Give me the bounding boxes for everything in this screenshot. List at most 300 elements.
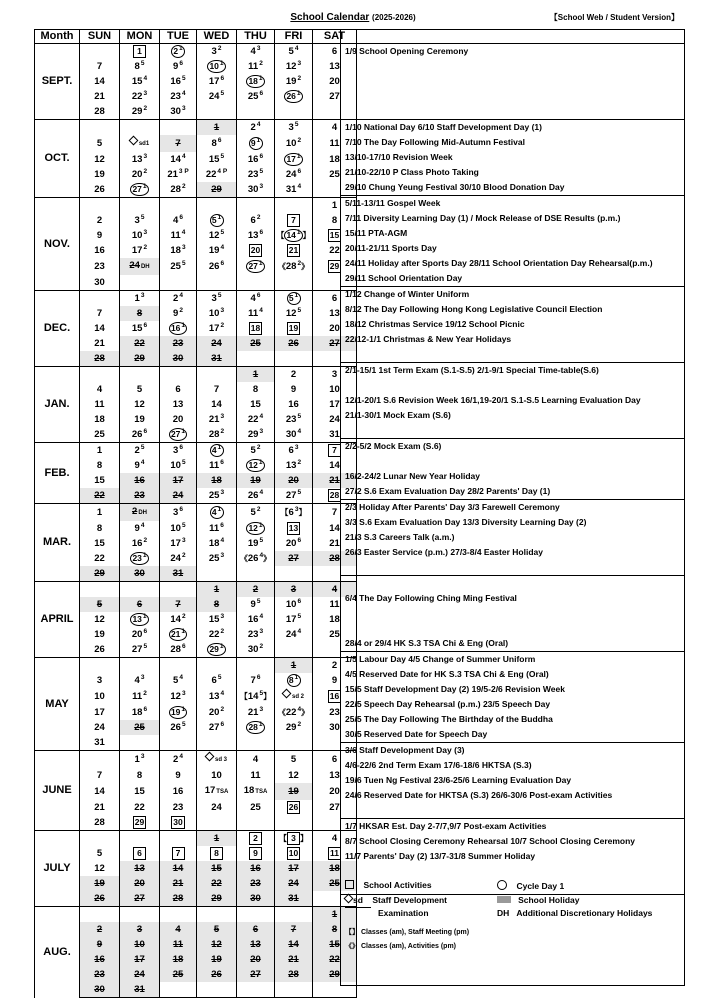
event-text [341, 104, 685, 120]
cycle-number: 6 [220, 522, 224, 529]
day-cell [160, 768, 197, 783]
day-number: 11 [209, 460, 220, 471]
exam-underline-icon [345, 906, 371, 908]
day-number: 7 [175, 138, 181, 149]
day-cell [160, 412, 197, 427]
day-number: 12 [208, 230, 220, 241]
event-row [341, 393, 685, 408]
event-row [341, 773, 685, 788]
event-text: 4/6-22/6 2nd Term Exam 17/6-18/6 HKTSA (S.3) [341, 758, 685, 773]
legend-sd-symbol: sd [353, 895, 363, 905]
day-cell [160, 551, 197, 566]
day-number: 5 [250, 445, 256, 456]
day-number: 25 [247, 91, 259, 102]
day-cell [160, 658, 197, 674]
month-label: JAN. [35, 367, 80, 443]
day-number: 17 [131, 245, 143, 256]
cycle-number: 5 [181, 721, 186, 728]
calendar-week-row [35, 336, 357, 351]
cycle-number: 4 [143, 75, 148, 82]
cycle-number: 6 [297, 168, 302, 175]
calendar-week-row [35, 89, 357, 104]
event-row [341, 256, 685, 271]
day-number: 26 [247, 553, 259, 564]
day-cell [120, 582, 160, 598]
cycle-number: 1 [142, 613, 147, 620]
cycle-number: 5 [220, 229, 225, 236]
day-cell [237, 536, 275, 551]
day-number: 3 [173, 507, 179, 518]
day-cell [237, 291, 275, 307]
day-cell [197, 597, 237, 612]
day-cell [275, 673, 313, 688]
day-number: 19 [211, 954, 222, 965]
cycle-number: 2 [297, 75, 302, 82]
day-number: 1 [137, 46, 142, 56]
cycle-number: 4 [259, 489, 264, 496]
cycle-number: 6 [181, 643, 186, 650]
calendar-week-row [35, 351, 357, 367]
day-cell [80, 243, 120, 258]
day-number: 16 [247, 154, 259, 165]
day-cell [237, 612, 275, 627]
day-cell [275, 627, 313, 642]
day-cell [275, 891, 313, 907]
day-number: 15 [94, 538, 105, 549]
day-cell [80, 412, 120, 427]
cycle-number: 5 [297, 489, 302, 496]
day-cell [237, 688, 275, 705]
calendar-week-row [35, 213, 357, 228]
day-number: 25 [172, 969, 184, 980]
cycle-number: 6 [143, 322, 148, 329]
day-cell [237, 582, 275, 598]
day-cell [237, 891, 275, 907]
day-cell [197, 59, 237, 74]
day-number: 11 [248, 61, 259, 72]
day-number: 11 [329, 599, 340, 610]
day-cell [120, 536, 160, 551]
cycle-number: 1 [296, 90, 301, 97]
day-cell [120, 412, 160, 427]
cycle-day-marker [171, 45, 185, 58]
day-number: 8 [288, 675, 294, 685]
day-cell [80, 351, 120, 367]
day-cell [160, 952, 197, 967]
cycle-number: 3 [181, 105, 186, 112]
day-cell [197, 952, 237, 967]
day-cell [160, 336, 197, 351]
day-cell [237, 861, 275, 876]
day-cell [160, 443, 197, 459]
day-number: 30 [94, 984, 105, 995]
day-number: 5 [213, 924, 220, 935]
day-number: 16 [329, 691, 340, 701]
day-number: 28 [172, 893, 184, 904]
day-tag: DH [140, 264, 150, 270]
day-cell [80, 275, 120, 291]
day-number: 14 [94, 323, 105, 334]
day-number: 17 [329, 399, 340, 410]
activity-box [133, 45, 146, 58]
day-number: 2 [252, 584, 259, 595]
day-cell [275, 167, 313, 182]
day-number: 14 [329, 523, 340, 534]
day-tag: TSA [216, 789, 229, 795]
cycle-day-marker [246, 721, 264, 734]
cycle-day-marker [130, 183, 148, 196]
day-cell [197, 397, 237, 412]
day-cell [197, 521, 237, 536]
day-number: 19 [247, 538, 259, 549]
cycle-number: 2 [256, 506, 261, 513]
cycle-number: 6 [179, 506, 183, 513]
day-number: 18 [94, 414, 105, 425]
diamond-icon [128, 136, 138, 146]
cycle-number: 1 [294, 292, 299, 299]
day-cell [237, 922, 275, 937]
day-cell [197, 612, 237, 627]
day-number: 12 [288, 770, 299, 781]
day-cell [160, 536, 197, 551]
cycle-day-marker [246, 75, 264, 88]
calendar-week-row [35, 952, 357, 967]
cycle-number: 2 [259, 60, 263, 67]
day-number: 10 [170, 460, 181, 471]
calendar-week-row [35, 846, 357, 861]
event-row [341, 74, 685, 89]
day-number: 21 [247, 707, 259, 718]
day-number: 24 [285, 169, 297, 180]
staff-meeting-marker [281, 507, 307, 518]
day-cell [197, 720, 237, 735]
cycle-number: 3 [143, 229, 148, 236]
day-number: 28 [170, 644, 181, 655]
cycle-number: 2 [297, 137, 302, 144]
day-cell [237, 427, 275, 443]
day-tag: TSA [255, 789, 268, 795]
day-cell [80, 521, 120, 536]
event-text [341, 864, 685, 879]
day-cell [237, 831, 275, 847]
event-text: 30/5 Reserved Date for Speech Day [341, 727, 685, 743]
day-cell [80, 104, 120, 120]
cycle-number: 5 [181, 260, 186, 267]
day-cell [160, 720, 197, 735]
day-number: 6 [252, 924, 259, 935]
event-row [341, 165, 685, 180]
calendar-week-row [35, 412, 357, 427]
day-cell [80, 937, 120, 952]
cycle-number: 4 [259, 413, 264, 420]
day-cell [80, 673, 120, 688]
day-cell [197, 258, 237, 275]
day-cell [275, 846, 313, 861]
day-number: 4 [175, 924, 181, 935]
day-cell [160, 182, 197, 198]
day-cell [120, 182, 160, 198]
day-number: 9 [173, 308, 179, 319]
day-number: 6 [175, 384, 181, 395]
calendar-week-row [35, 597, 357, 612]
day-cell [80, 258, 120, 275]
event-text [341, 606, 685, 621]
day-cell [160, 167, 197, 182]
cycle-number: 6 [259, 153, 264, 160]
day-cell [197, 783, 237, 800]
day-number: 22 [285, 707, 297, 718]
day-number: 29 [211, 893, 222, 904]
day-number: 25 [329, 878, 340, 889]
activity-box [171, 816, 184, 829]
day-cell [275, 458, 313, 473]
day-number: 4 [331, 833, 338, 844]
day-number: 12 [285, 308, 297, 319]
day-number: 24 [329, 414, 340, 425]
day-cell [80, 551, 120, 566]
day-number: 14 [172, 863, 184, 874]
cycle-number: 1 [181, 706, 186, 713]
day-cell [197, 473, 237, 488]
event-text: 5/11-13/11 Gospel Week [341, 196, 685, 212]
day-cell [237, 74, 275, 89]
day-number: 12 [248, 460, 258, 470]
day-number: 10 [134, 939, 145, 950]
day-number: 20 [172, 414, 184, 425]
day-cell [80, 321, 120, 336]
day-cell [237, 135, 275, 152]
event-text: 27/2 S.6 Exam Evaluation Day 28/2 Parents' Day (1) [341, 484, 685, 500]
day-number: 27 [248, 261, 258, 271]
day-cell [275, 228, 313, 243]
day-number: 14 [94, 76, 105, 87]
day-number: 4 [250, 293, 256, 304]
day-cell [197, 536, 237, 551]
day-number: 19 [285, 76, 297, 87]
day-number: 20 [131, 629, 143, 640]
activity-box [210, 847, 223, 860]
day-cell [80, 89, 120, 104]
day-number: 26 [94, 893, 105, 904]
day-cell [275, 336, 313, 351]
cycle-day-marker [246, 260, 264, 273]
calendar-week-row [35, 907, 357, 923]
day-cell [275, 135, 313, 152]
day-cell [80, 473, 120, 488]
diamond-icon [282, 689, 292, 699]
day-number: 3 [291, 833, 296, 843]
day-cell [197, 815, 237, 831]
cycle-number: 3 [181, 690, 186, 697]
day-cell [160, 488, 197, 504]
day-number: 14 [170, 614, 181, 625]
day-cell [197, 275, 237, 291]
day-number: 7 [250, 675, 256, 686]
calendar-week-row [35, 937, 357, 952]
month-label: OCT. [35, 120, 80, 198]
day-cell [160, 800, 197, 815]
day-cell [80, 74, 120, 89]
day-number: 18 [329, 154, 340, 165]
day-number: 20 [134, 878, 145, 889]
day-cell [237, 213, 275, 228]
day-number: 13 [131, 154, 143, 165]
calendar-week-row [35, 922, 357, 937]
cycle-number: 3 [259, 183, 264, 190]
day-cell [160, 907, 197, 923]
day-cell [197, 846, 237, 861]
day-number: 19 [94, 169, 105, 180]
cycle-number: 5 [181, 75, 186, 82]
day-number: 25 [94, 429, 105, 440]
day-number: 29 [285, 722, 297, 733]
day-number: 16 [170, 323, 181, 333]
day-cell [237, 642, 275, 658]
month-label: NOV. [35, 198, 80, 291]
day-number: 22 [329, 954, 340, 965]
day-number: 14 [247, 691, 259, 702]
calendar-week-row [35, 521, 357, 536]
day-cell [197, 582, 237, 598]
event-row [341, 302, 685, 317]
cycle-number: 2 [220, 428, 225, 435]
event-text: 29/11 School Orientation Day [341, 271, 685, 287]
event-text: 21/1-30/1 Mock Exam (S.6) [341, 408, 685, 423]
day-cell [120, 152, 160, 167]
event-text: 28/4 or 29/4 HK S.3 TSA Chi & Eng (Oral) [341, 636, 685, 652]
calendar-week-row [35, 891, 357, 907]
event-text: 8/12 The Day Following Hong Kong Legislative Council Election [341, 302, 685, 317]
calendar-week-row [35, 397, 357, 412]
day-number: 8 [136, 308, 143, 319]
day-number: 6 [331, 754, 338, 765]
day-cell [275, 612, 313, 627]
day-number: 24 [129, 260, 140, 271]
day-number: 17 [286, 154, 296, 164]
cycle-number: 4 P [217, 168, 228, 175]
day-number: 23 [170, 91, 181, 102]
day-number: 13 [285, 460, 297, 471]
day-cell [120, 167, 160, 182]
event-row [341, 576, 685, 592]
cycle-number: 4 [181, 229, 186, 236]
event-text: 11/7 Parents' Day (2) 13/7-31/8 Summer Holiday [341, 849, 685, 864]
day-number: 3 [290, 584, 297, 595]
day-number: 28 [170, 184, 181, 195]
day-number: 17 [134, 954, 145, 965]
day-number: 11 [330, 848, 339, 858]
day-header-thu: THU [237, 30, 275, 44]
cycle-number: 1 [258, 522, 263, 529]
day-number: 7 [96, 308, 103, 319]
day-number: 19 [250, 475, 261, 486]
event-row [341, 241, 685, 256]
day-cell [120, 768, 160, 783]
day-cell [160, 44, 197, 60]
day-number: 3 [96, 675, 103, 686]
day-number: 22 [247, 414, 259, 425]
day-cell [275, 831, 313, 847]
calendar-week-row [35, 291, 357, 307]
day-number: 16 [94, 245, 105, 256]
day-cell [80, 382, 120, 397]
cycle-number: 4 [220, 537, 225, 544]
day-number: 12 [94, 863, 105, 874]
day-cell [197, 198, 237, 214]
cycle-number: 4 [140, 522, 145, 529]
day-cell [120, 612, 160, 627]
cycle-number: 5 [217, 292, 222, 299]
day-cell [275, 367, 313, 383]
day-cell [237, 336, 275, 351]
day-cell [80, 336, 120, 351]
day-number: 29 [329, 261, 340, 271]
event-text: 1/9 School Opening Ceremony [341, 44, 685, 60]
calendar-week-row [35, 275, 357, 291]
day-number: 18 [248, 76, 258, 86]
cycle-number: 5 [297, 613, 302, 620]
day-number: 1 [331, 200, 338, 211]
day-cell [237, 751, 275, 769]
cycle-number: 6 [256, 674, 261, 681]
day-cell [197, 443, 237, 459]
day-cell [237, 152, 275, 167]
day-cell [80, 135, 120, 152]
day-header-wed: WED [197, 30, 237, 44]
cycle-number: 1 [217, 444, 222, 451]
day-number: 22 [94, 553, 105, 564]
day-number: 6 [211, 675, 217, 686]
day-cell [197, 504, 237, 522]
day-number: 26 [247, 490, 259, 501]
day-cell [80, 705, 120, 720]
day-number: 13 [288, 523, 299, 533]
cycle-number: 4 [181, 153, 186, 160]
day-cell [197, 89, 237, 104]
event-text [341, 955, 685, 970]
day-number: 18 [250, 323, 261, 333]
event-text: 1/12 Change of Winter Uniform [341, 287, 685, 303]
day-cell [197, 735, 237, 751]
day-number: 18 [131, 707, 143, 718]
day-number: 29 [134, 353, 145, 364]
day-number: 20 [208, 707, 220, 718]
day-number: 10 [211, 770, 222, 781]
day-number: 20 [329, 786, 340, 797]
day-cell [237, 566, 275, 582]
day-cell [120, 306, 160, 321]
legend-brackets-label: Classes (am), Staff Meeting (pm) [360, 929, 470, 936]
day-number: 13 [329, 308, 340, 319]
cycle-number: 4 [220, 244, 225, 251]
day-number: 28 [329, 490, 340, 500]
day-number: 10 [288, 848, 299, 858]
day-cell [120, 642, 160, 658]
day-number: 14 [288, 939, 299, 950]
day-number: 1 [331, 909, 338, 920]
day-number: 22 [208, 629, 220, 640]
cycle-number: 6 [143, 628, 148, 635]
event-row [341, 621, 685, 636]
day-cell [237, 473, 275, 488]
day-number: 13 [329, 770, 340, 781]
day-number: 27 [132, 184, 142, 194]
day-cell [120, 243, 160, 258]
event-row [341, 636, 685, 652]
calendar-week-row [35, 751, 357, 769]
day-number: 27 [208, 722, 220, 733]
day-number: 3 [331, 369, 338, 380]
